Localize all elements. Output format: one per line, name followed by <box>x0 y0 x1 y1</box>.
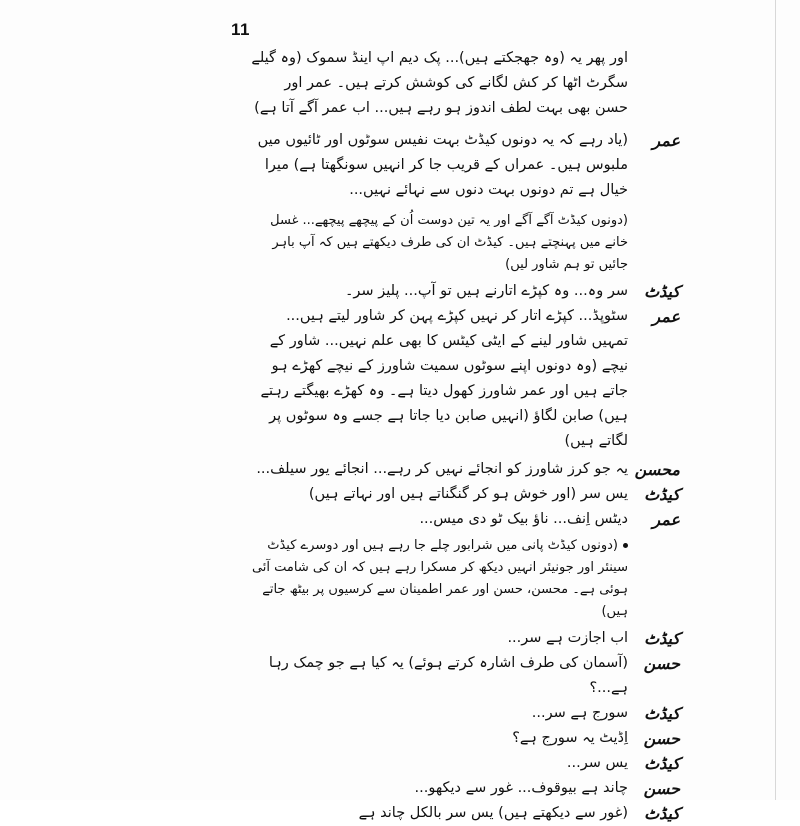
dialogue-text: (غور سے دیکھتے ہیں) یس سر بالکل چاند ہے <box>358 805 628 821</box>
dialogue-text: یہ جو کرز شاورز کو انجائے نہیں کر رہے... انجائے یور سیلف... <box>256 461 628 477</box>
speaker-name: کیڈٹ <box>644 754 680 773</box>
script-block <box>248 128 680 203</box>
script-block <box>248 701 680 726</box>
script-block <box>248 482 680 507</box>
speaker-name: کیڈٹ <box>644 704 680 723</box>
speaker-name: کیڈٹ <box>644 629 680 648</box>
page-edge-line <box>775 0 776 800</box>
speaker-name: عمر <box>652 307 680 326</box>
script-block <box>248 279 680 304</box>
dialogue-text: (آسمان کی طرف اشارہ کرتے ہوئے) یہ کیا ہے جو چمک رہا ہے...؟ <box>268 655 628 696</box>
dialogue-text: یس سر... <box>566 755 628 771</box>
script-block <box>248 651 680 701</box>
script-block <box>248 304 680 454</box>
dialogue-text: سٹوپڈ... کپڑے اتار کر نہیں کپڑے پہن کر شاور لیتے ہیں... تمہیں شاور لینے کے ایٹی کیٹس کا بھی علم نہیں... شاور کے نیچے (وہ دونوں اپنے سوٹوں سمیت شاورز کے نیچے کھڑے ہو جاتے ہیں اور عمر شاورز کھول دیتا ہے۔ وہ کھڑے بھیگتے رہتے ہیں) صابن لگاؤ (انہیں صابن دیا جاتا ہے جسے وہ سوٹوں پر لگاتے ہیں) <box>260 308 628 449</box>
speaker-name: حسن <box>643 729 680 748</box>
dialogue-text: یس سر (اور خوش ہو کر گنگناتے ہیں اور نہاتے ہیں) <box>308 486 628 502</box>
dialogue-text: (یاد رہے کہ یہ دونوں کیڈٹ بہت نفیس سوٹوں اور ٹائیوں میں ملبوس ہیں۔ عمراں کے قریب جا کر انہیں سونگھتا ہے) میرا خیال ہے تم دونوں بہت دنوں سے نہائے نہیں... <box>257 132 628 198</box>
page-number: 11 <box>231 20 250 39</box>
script-block <box>248 457 680 482</box>
script-block <box>248 776 680 801</box>
dialogue-text: چاند ہے بیوقوف... غور سے دیکھو... <box>414 780 628 796</box>
speaker-name: عمر <box>652 510 680 529</box>
script-block <box>248 626 680 651</box>
script-block <box>248 751 680 776</box>
stage-direction-text: (دونوں کیڈٹ پانی میں شرابور چلے جا رہے ہیں اور دوسرے کیڈٹ سینئر اور جونیئر انہیں دیکھ کر مسکرا رہے ہیں کہ ان کی شامت آئی ہوئی ہے۔ محسن، حسن اور عمر اطمینان سے کرسیوں پر بیٹھ جاتے ہیں) <box>251 538 628 619</box>
script-block <box>248 210 680 276</box>
speaker-name: کیڈٹ <box>644 485 680 504</box>
script-block <box>248 46 680 121</box>
action-text: اور پھر یہ (وہ جھجکتے ہیں)... پک دیم اپ اینڈ سموک (وہ گیلے سگرٹ اٹھا کر کش لگانے کی کوشش کرتے ہیں۔ عمر اور حسن بھی بہت لطف اندوز ہو رہے ہیں... اب عمر آگے آتا ہے) <box>251 50 628 116</box>
script-block <box>248 507 680 532</box>
speaker-name: عمر <box>652 131 680 150</box>
script-block <box>248 801 680 826</box>
dialogue-text: دیٹس اِنف... ناؤ بیک ٹو دی میس... <box>419 511 628 527</box>
script-block <box>248 726 680 751</box>
script-block <box>248 535 680 623</box>
stage-direction: (دونوں کیڈٹ آگے آگے اور یہ تین دوست اُن کے پیچھے پیچھے... غسل خانے میں پہنچتے ہیں۔ کیڈٹ ان کی طرف دیکھتے ہیں کہ آپ باہر جائیں تو ہم شاور لیں) <box>270 213 628 272</box>
speaker-name: حسن <box>643 654 680 673</box>
stage-direction <box>248 535 628 623</box>
dialogue-text: اب اجازت ہے سر... <box>507 630 628 646</box>
speaker-name: کیڈٹ <box>644 282 680 301</box>
dialogue-text: اِڈیٹ یہ سورج ہے؟ <box>512 730 628 746</box>
speaker-name: حسن <box>643 779 680 798</box>
dialogue-text: سر وہ... وہ کپڑے اتارنے ہیں تو آپ... پلیز سر۔ <box>344 283 628 299</box>
dialogue-text: سورج ہے سر... <box>531 705 628 721</box>
play-script <box>248 46 680 826</box>
bullet-icon <box>623 543 628 548</box>
speaker-name: کیڈٹ <box>644 804 680 823</box>
speaker-name: محسن <box>634 460 680 479</box>
